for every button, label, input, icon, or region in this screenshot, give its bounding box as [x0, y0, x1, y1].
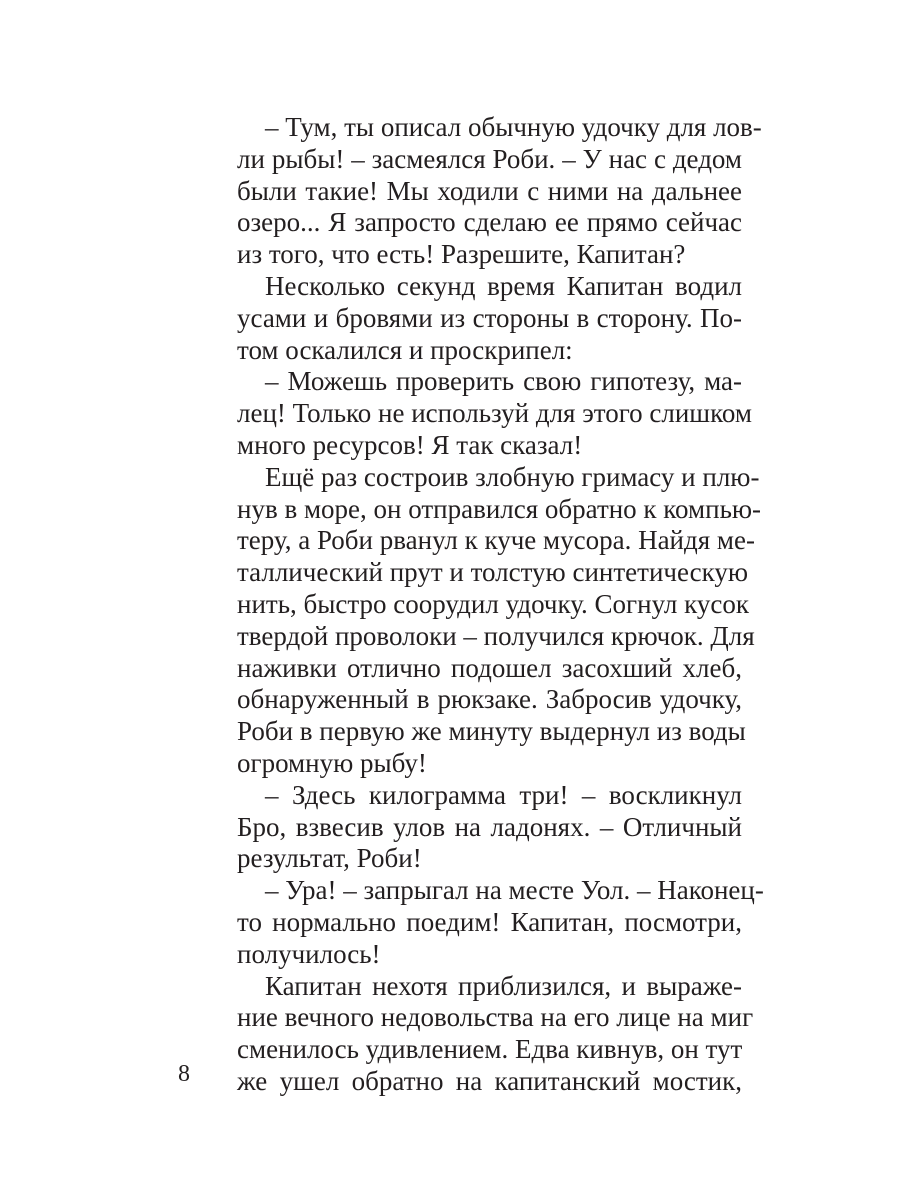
text-line: Ещё раз состроив злобную гримасу и плю-: [265, 461, 760, 492]
text-line: наживки отлично подошел засохший хлеб,: [237, 652, 742, 683]
text-line: Бро, взвесив улов на ладонях. – Отличный: [237, 811, 742, 842]
text-line: – Тум, ты описал обычную удочку для лов-: [265, 112, 762, 142]
text-line: из того, что есть! Разрешите, Капитан?: [237, 239, 686, 270]
text-line: лец! Только не используй для этого слишком: [237, 398, 752, 429]
text-line: усами и бровями из стороны в сторону. По-: [237, 302, 742, 333]
text-line: то нормально поедим! Капитан, посмотри,: [237, 906, 742, 937]
paragraph: [237, 461, 762, 780]
text-line: получилось!: [237, 938, 381, 969]
paragraph: [237, 780, 742, 875]
paragraph: [237, 875, 764, 970]
text-line: Роби в первую же минуту выдернул из воды: [237, 716, 746, 747]
text-line: ние вечного недовольства на его лице на миг: [237, 1002, 754, 1033]
text-line: Капитан нехотя приблизился, и выраже-: [265, 970, 742, 1001]
text-line: нув в море, он отправился обратно к компью-: [237, 493, 762, 524]
text-line: обнаруженный в рюкзаке. Забросив удочку,: [237, 684, 742, 715]
text-line: том оскалился и проскрипел:: [237, 334, 573, 365]
text-line: нить, быстро соорудил удочку. Согнул кусок: [237, 588, 749, 619]
body-text: [237, 112, 764, 1098]
text-line: результат, Роби!: [237, 843, 422, 874]
text-line: теру, а Роби рванул к куче мусора. Найдя ме-: [237, 525, 755, 556]
text-line: – Ура! – запрыгал на месте Уол. – Наконец-: [265, 875, 764, 906]
page-number: 8: [178, 1061, 190, 1087]
text-line: твердой проволоки – получился крючок. Для: [237, 620, 755, 651]
text-line: Несколько секунд время Капитан водил: [265, 270, 742, 301]
text-line: же ушел обратно на капитанский мостик,: [237, 1065, 742, 1096]
text-line: сменилось удивлением. Едва кивнув, он тут: [237, 1034, 743, 1065]
text-line: озеро... Я запросто сделаю ее прямо сейчас: [237, 207, 742, 238]
text-line: – Здесь килограмма три! – воскликнул: [265, 779, 742, 810]
text-line: – Можешь проверить свою гипотезу, ма-: [265, 366, 742, 397]
text-line: ли рыбы! – засмеялся Роби. – У нас с дедом: [237, 143, 742, 174]
text-line: много ресурсов! Я так сказал!: [237, 429, 583, 460]
paragraph: [237, 112, 762, 271]
text-line: были такие! Мы ходили с ними на дальнее: [237, 175, 742, 206]
text-line: огромную рыбу!: [237, 747, 427, 778]
paragraph: [237, 366, 752, 461]
paragraph: [237, 271, 742, 366]
paragraph: [237, 970, 754, 1098]
text-line: таллический прут и толстую синтетическую: [237, 557, 749, 588]
